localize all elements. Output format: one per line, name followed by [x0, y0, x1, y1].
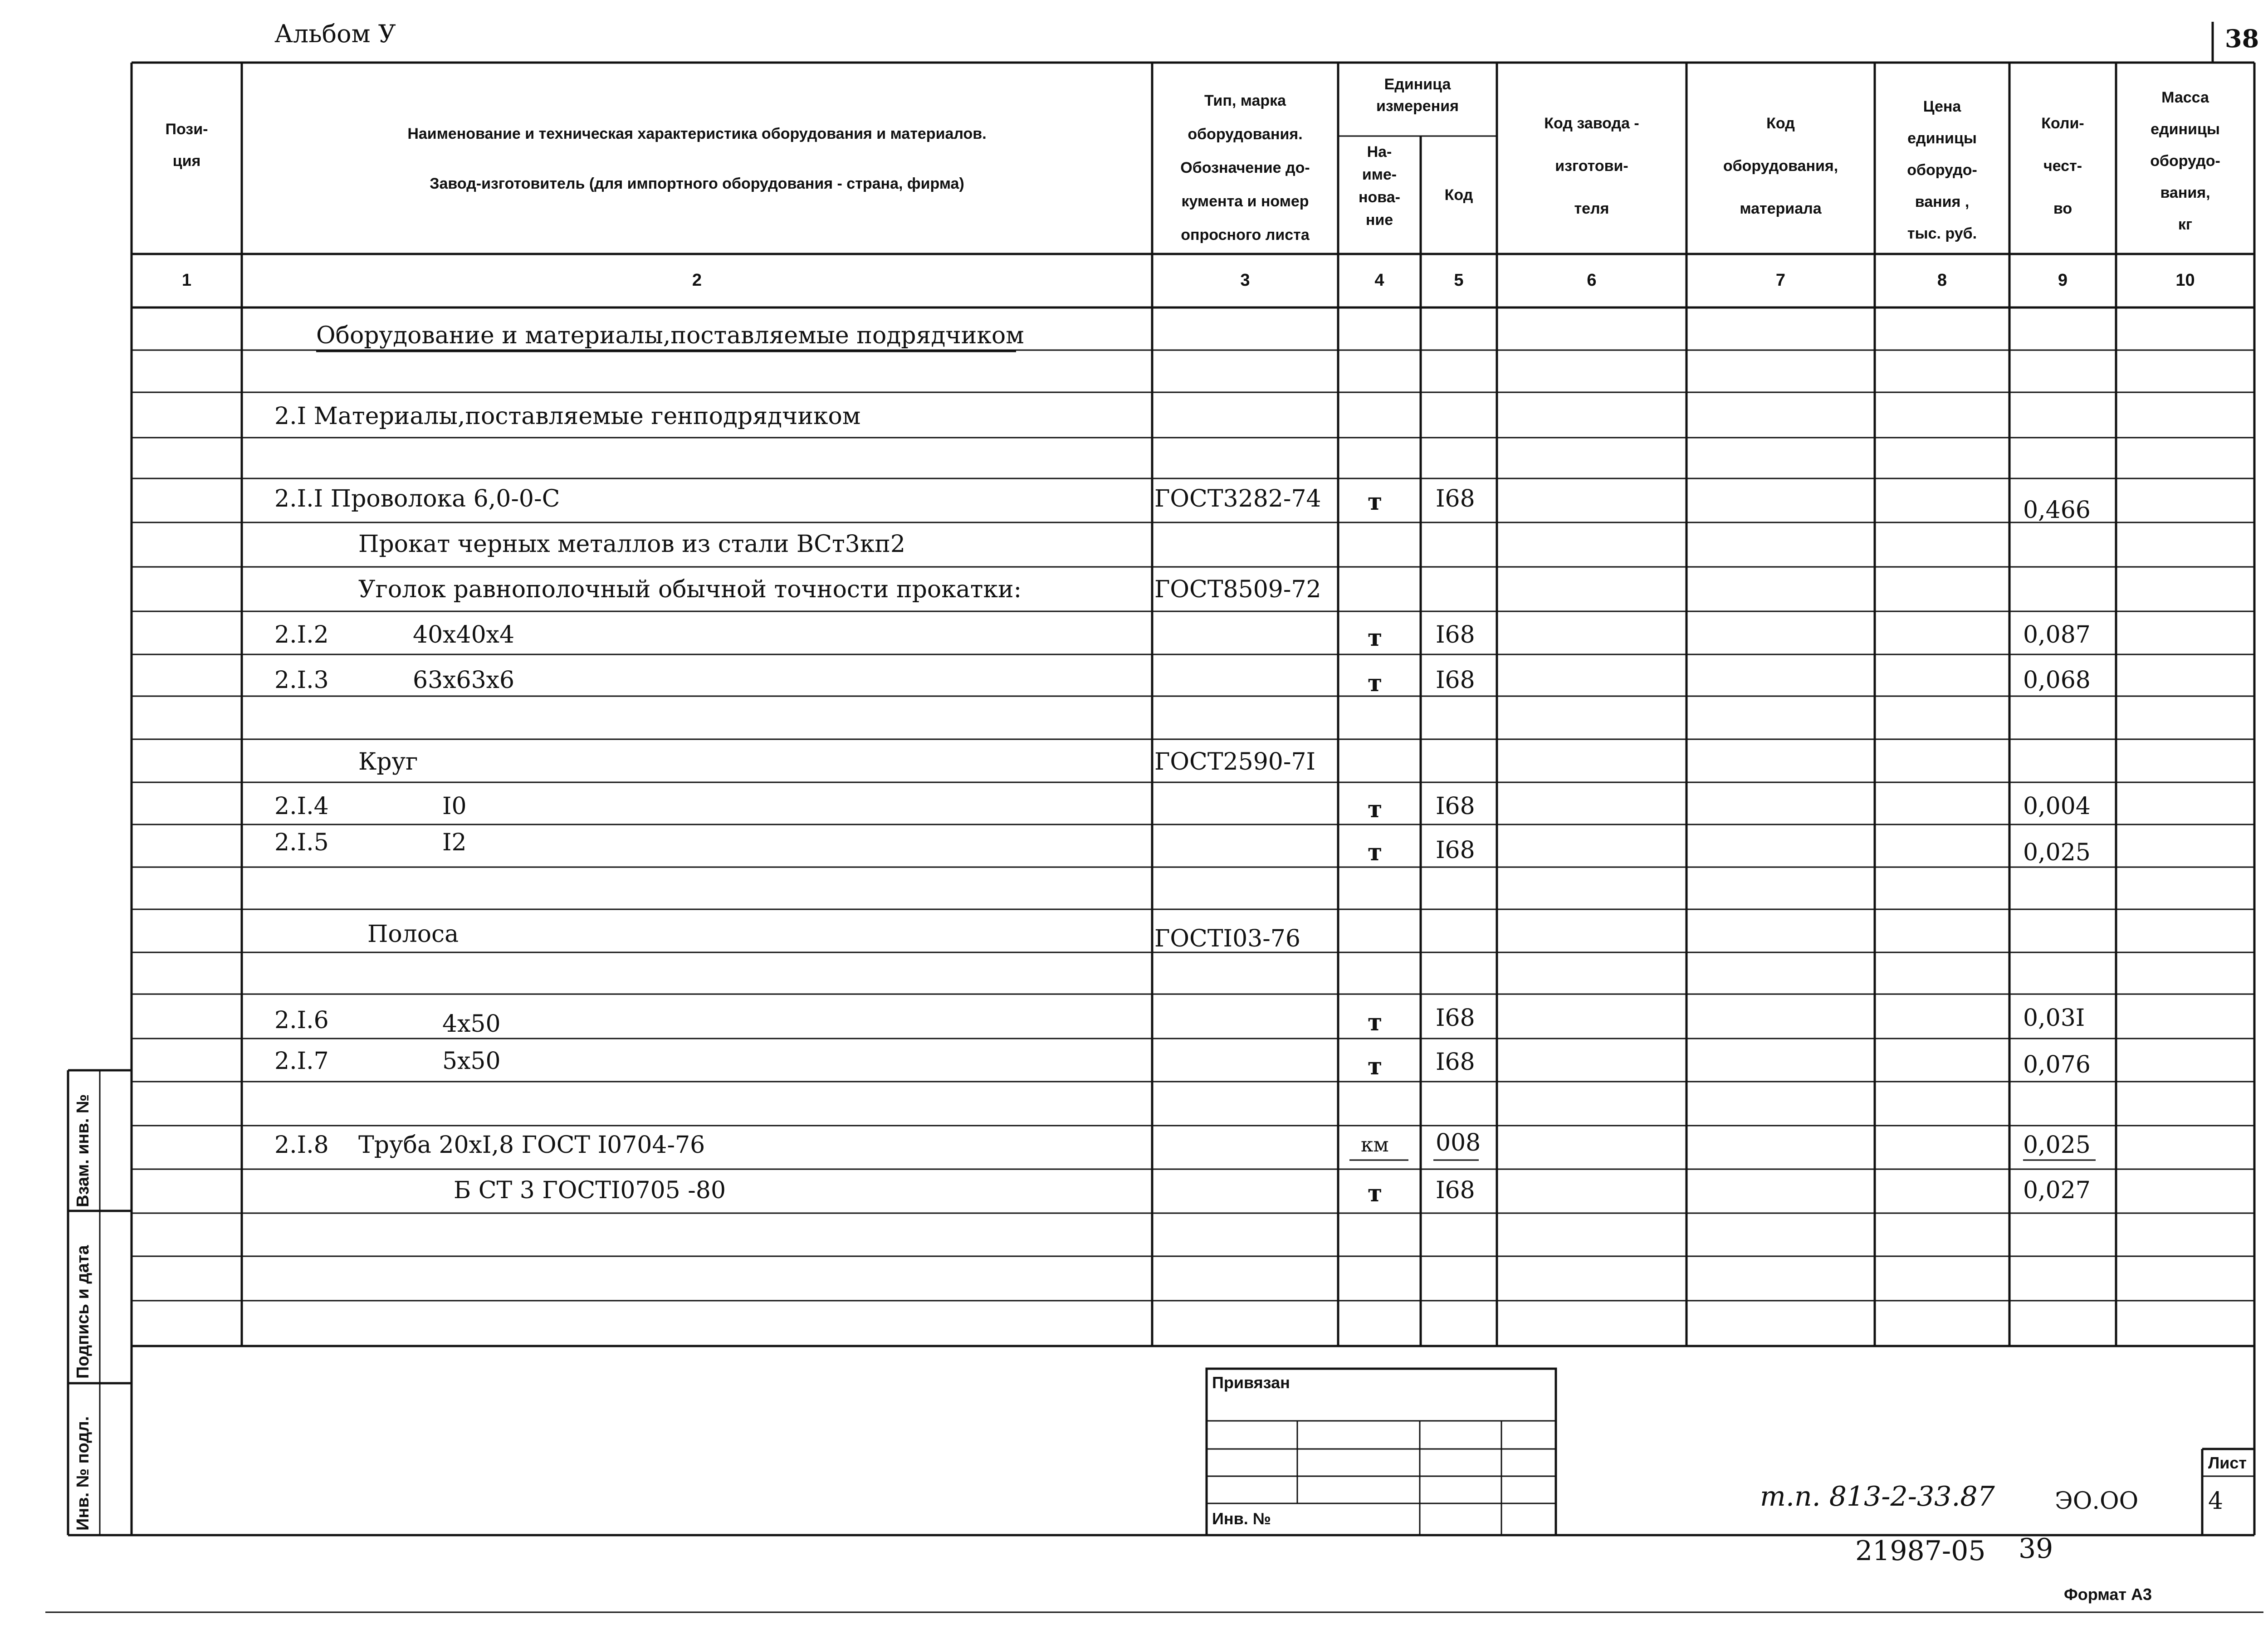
- row-doc: ГОСТ8509-72: [1154, 576, 1321, 603]
- row-position: 2.I.2: [274, 621, 329, 649]
- section-heading: Оборудование и материалы,поставляемые подрядчиком: [316, 322, 1024, 349]
- row-qty: 0,087: [2023, 621, 2091, 649]
- row-name: I2: [442, 829, 467, 856]
- row-qty: 0,027: [2023, 1177, 2091, 1204]
- header-factory-code: Код завода - изготови- теля: [1544, 115, 1639, 217]
- header-quantity: Коли- чест- во: [2041, 115, 2084, 217]
- column-number: 4: [1374, 271, 1384, 290]
- row-position: 2.I.5: [274, 829, 329, 856]
- row-unit: км: [1361, 1133, 1389, 1156]
- row-name: Полоса: [367, 921, 459, 948]
- bottom-page: 39: [2019, 1533, 2053, 1565]
- row-qty: 0,466: [2023, 497, 2091, 524]
- column-number: 9: [2058, 271, 2068, 290]
- row-unit: т: [1368, 839, 1383, 866]
- row-unit: т: [1368, 795, 1383, 823]
- row-name: Б СТ 3 ГОСТI0705 -80: [454, 1177, 726, 1204]
- row-qty: 0,03I: [2023, 1005, 2085, 1032]
- row-code: I68: [1436, 1005, 1475, 1032]
- subsection-heading: 2.I Материалы,поставляемые генподрядчиком: [274, 403, 861, 430]
- row-name: I0: [442, 793, 467, 820]
- row-code: 008: [1436, 1129, 1481, 1156]
- row-name: 63х63х6: [413, 667, 515, 694]
- column-number: 2: [692, 271, 702, 290]
- album-title: Альбом У: [274, 20, 396, 48]
- row-name: 40х40х4: [413, 621, 515, 649]
- row-name: 2.I.I Проволока 6,0-0-С: [274, 485, 560, 512]
- row-unit: т: [1368, 1053, 1383, 1080]
- row-code: I68: [1436, 667, 1475, 694]
- row-position: 2.I.3: [274, 667, 329, 694]
- row-code: I68: [1436, 485, 1475, 512]
- row-name: Прокат черных металлов из стали ВСт3кп2: [358, 531, 906, 558]
- header-equipment-code: Код оборудования, материала: [1723, 115, 1838, 217]
- row-code: I68: [1436, 1049, 1475, 1076]
- row-qty: 0,025: [2023, 839, 2091, 866]
- row-name: 4х50: [442, 1010, 501, 1038]
- row-unit: т: [1368, 488, 1383, 516]
- row-doc: ГОСТI03-76: [1154, 925, 1300, 952]
- row-doc: ГОСТ3282-74: [1154, 485, 1321, 512]
- row-qty: 0,068: [2023, 667, 2091, 694]
- header-position: Пози- ция: [165, 121, 208, 170]
- column-number: 1: [181, 271, 192, 290]
- stamp-inv-label: Инв. №: [1212, 1509, 1271, 1528]
- row-position: 2.I.6: [274, 1007, 329, 1034]
- format-label: Формат А3: [2064, 1585, 2152, 1604]
- header-unit-code: Код: [1444, 186, 1473, 204]
- header-unit: Единица измерения: [1376, 76, 1459, 115]
- row-doc: ГОСТ2590-7I: [1154, 748, 1316, 776]
- stamp-bound-label: Привязан: [1212, 1373, 1290, 1392]
- row-position: 2.I.4: [274, 793, 329, 820]
- side-label-replaced: Взам. инв. №: [73, 1094, 93, 1207]
- header-unit-name: На- име- нова- ние: [1359, 143, 1400, 229]
- column-number: 8: [1937, 271, 1947, 290]
- row-qty: 0,025: [2023, 1132, 2091, 1159]
- row-code: I68: [1436, 837, 1475, 864]
- page-number: 38: [2225, 24, 2259, 53]
- header-name: Наименование и техническая характеристика оборудования и материалов. Завод-изготовитель (для импортного оборудования - страна, фирма): [407, 125, 987, 192]
- row-unit: т: [1368, 624, 1383, 652]
- column-number: 6: [1587, 271, 1597, 290]
- sheet-number: 4: [2208, 1488, 2224, 1515]
- header-mass: Масса единицы оборудо- вания, кг: [2150, 89, 2220, 233]
- row-unit: т: [1368, 1009, 1383, 1036]
- row-position: 2.I.8: [274, 1132, 329, 1159]
- row-unit: т: [1368, 1180, 1383, 1207]
- bottom-number: 21987-05: [1855, 1535, 1986, 1567]
- column-number: 10: [2175, 271, 2195, 290]
- row-name: Круг: [358, 748, 418, 776]
- side-label-signature: Подпись и дата: [73, 1245, 93, 1379]
- row-name: 5х50: [442, 1048, 501, 1075]
- side-label-inventory: Инв. № подл.: [73, 1416, 93, 1531]
- document-designation: т.п. 813-2-33.87: [1760, 1481, 1995, 1512]
- row-name: Труба 20хI,8 ГОСТ I0704-76: [358, 1132, 705, 1159]
- row-unit: т: [1368, 669, 1383, 697]
- row-code: I68: [1436, 621, 1475, 649]
- row-code: I68: [1436, 793, 1475, 820]
- row-name: Уголок равнополочный обычной точности прокатки:: [358, 576, 1022, 603]
- row-position: 2.I.7: [274, 1048, 329, 1075]
- column-number: 7: [1775, 271, 1786, 290]
- row-code: I68: [1436, 1177, 1475, 1204]
- header-price: Цена единицы оборудо- вания , тыс. руб.: [1907, 98, 1977, 242]
- sheet-label: Лист: [2208, 1454, 2247, 1472]
- document-code: ЭО.ОО: [2055, 1488, 2139, 1515]
- row-qty: 0,076: [2023, 1051, 2091, 1078]
- column-number: 3: [1240, 271, 1250, 290]
- row-qty: 0,004: [2023, 793, 2091, 820]
- header-type: Тип, марка оборудования. Обозначение до- кумента и номер опросного листа: [1180, 92, 1310, 244]
- column-number: 5: [1454, 271, 1464, 290]
